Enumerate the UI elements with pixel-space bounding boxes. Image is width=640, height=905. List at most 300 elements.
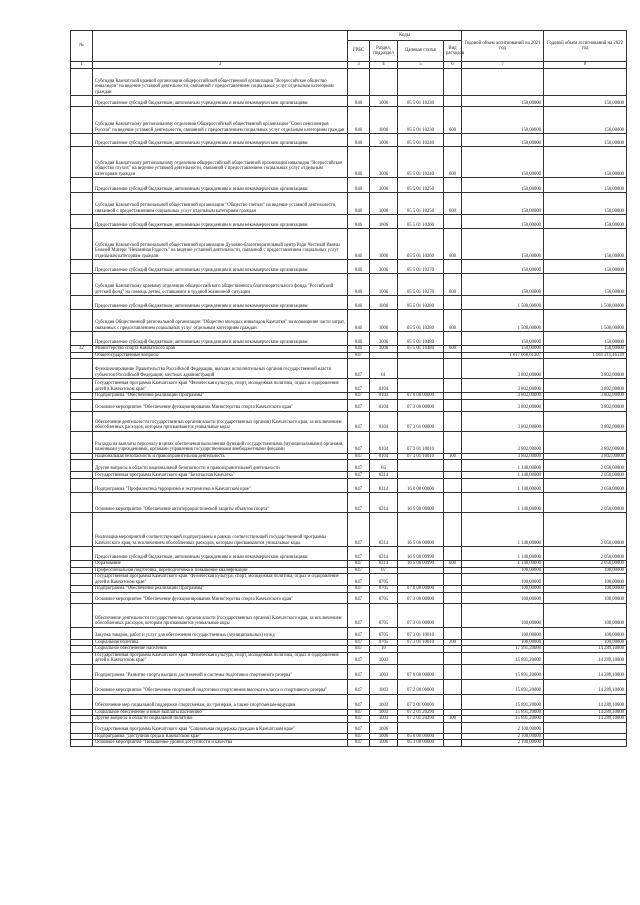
- target-article-code: 05 5 01 10230: [398, 96, 444, 107]
- table-row: [71, 722, 627, 733]
- razdel-code: 1003: [370, 709, 398, 716]
- col-number: 5: [398, 62, 444, 69]
- amount-2021: 1 140,00000: [462, 472, 544, 479]
- expense-type-code: 300: [444, 716, 462, 723]
- table-row: [71, 664, 627, 679]
- razdel-code: 0314: [370, 479, 398, 493]
- amount-2022: 150,00000: [544, 346, 627, 353]
- amount-2022: 3 802,00000: [544, 453, 627, 460]
- amount-2021: 150,00000: [462, 193, 544, 215]
- target-article-code: [398, 574, 444, 586]
- razdel-code: 1006: [370, 134, 398, 147]
- amount-2021: 3 802,00000: [462, 431, 544, 453]
- amount-2021: 100,00000: [462, 586, 544, 593]
- grbs-code: 847: [348, 359, 370, 379]
- row-description: Государственная программа Камчатского края "Физическая культура, спорт, молодежная политика, отдых и оздоровление детей в Камчатском крае": [93, 379, 348, 393]
- row-number: [71, 96, 93, 107]
- amount-2022: 14 289,10000: [544, 646, 627, 653]
- expense-type-code: [444, 260, 462, 274]
- target-article-code: 07 0 00 00000: [398, 586, 444, 593]
- expense-type-code: [444, 603, 462, 627]
- amount-2021: 2 100,00000: [462, 722, 544, 733]
- razdel-code: 1006: [370, 178, 398, 193]
- table-row: [71, 431, 627, 453]
- razdel-code: 0104: [370, 399, 398, 411]
- row-number: [71, 178, 93, 193]
- amount-2022: [544, 69, 627, 96]
- grbs-code: 847: [348, 716, 370, 723]
- amount-2021: 100,00000: [462, 592, 544, 603]
- razdel-code: 0314: [370, 493, 398, 513]
- row-number: [71, 107, 93, 134]
- amount-2022: [544, 740, 627, 747]
- row-number: [71, 574, 93, 586]
- row-description: Профессиональная подготовка, переподготовка и повышение квалификации: [93, 567, 348, 574]
- amount-2022: [544, 722, 627, 733]
- row-description: Образование: [93, 561, 348, 568]
- grbs-code: 846: [348, 215, 370, 229]
- table-row: [71, 574, 627, 586]
- razdel-code: 1006: [370, 260, 398, 274]
- amount-2021: 3 802,00000: [462, 359, 544, 379]
- amount-2021: 150,00000: [462, 215, 544, 229]
- row-number: [71, 147, 93, 178]
- razdel-code: 1003: [370, 652, 398, 664]
- row-number: [71, 134, 93, 147]
- razdel-code: 1006: [370, 346, 398, 353]
- row-description: Государственная программа Камчатского края "Физическая культура, спорт, молодежная политика, отдых и оздоровление детей в Камчатском крае": [93, 652, 348, 664]
- target-article-code: [398, 472, 444, 479]
- expense-type-code: [444, 694, 462, 709]
- col-number: 7: [462, 62, 544, 69]
- grbs-code: 847: [348, 646, 370, 653]
- amount-2021: 1 140,00000: [462, 547, 544, 561]
- expense-type-code: [444, 296, 462, 310]
- expense-type-code: [444, 592, 462, 603]
- amount-2022: 100,00000: [544, 592, 627, 603]
- grbs-code: 847: [348, 709, 370, 716]
- amount-2022: 100,00000: [544, 627, 627, 639]
- budget-sheet: [70, 30, 626, 747]
- row-description: Другие вопросы в области социальной политики: [93, 716, 348, 723]
- amount-2022: 3 802,00000: [544, 431, 627, 453]
- amount-2022: 150,00000: [544, 215, 627, 229]
- grbs-code: 847: [348, 453, 370, 460]
- grbs-code: 847: [348, 652, 370, 664]
- razdel-code: 03: [370, 460, 398, 472]
- table-row: [71, 107, 627, 134]
- expense-type-code: 100: [444, 453, 462, 460]
- amount-2021: 1 500,00000: [462, 296, 544, 310]
- amount-2022: 100,00000: [544, 574, 627, 586]
- expense-type-code: [444, 574, 462, 586]
- razdel-code: 0104: [370, 411, 398, 431]
- table-row: [71, 411, 627, 431]
- amount-2021: 150,00000: [462, 96, 544, 107]
- grbs-code: 846: [348, 346, 370, 353]
- amount-2021: 100,00000: [462, 567, 544, 574]
- row-number: [71, 547, 93, 561]
- amount-2021: 15 891,20000: [462, 694, 544, 709]
- expense-type-code: [444, 359, 462, 379]
- razdel-code: 1006: [370, 107, 398, 134]
- row-description: Основное мероприятие "Обеспечение спортивной подготовки спортсменов высокого класса и спортивного резерва": [93, 679, 348, 694]
- table-row: [71, 96, 627, 107]
- amount-2022: 2 050,00000: [544, 493, 627, 513]
- amount-2022: 100,00000: [544, 567, 627, 574]
- amount-2021: 1 140,00000: [462, 513, 544, 547]
- row-description: Подпрограмма "Обеспечение реализации Программы": [93, 586, 348, 593]
- row-number: [71, 379, 93, 393]
- target-article-code: 07 3 01 10010: [398, 639, 444, 646]
- row-number: [71, 740, 93, 747]
- amount-2022: 14 289,10000: [544, 652, 627, 664]
- row-description: Субсидия Камчатской региональной общественной организации "Общество слепых" на ведение уставной деятельности, связанной с предоставлением социальных услуг отдельным категориям граждан: [93, 193, 348, 215]
- row-number: [71, 664, 93, 679]
- amount-2021: 3 802,00000: [462, 379, 544, 393]
- col-csr-header: Целевая статья: [398, 41, 444, 62]
- grbs-code: 847: [348, 694, 370, 709]
- amount-2021: 15 891,20000: [462, 709, 544, 716]
- expense-type-code: [444, 513, 462, 547]
- expense-type-code: [444, 379, 462, 393]
- row-description: Подпрограмма "Развитие спорта высших достижений и системы подготовки спортивного резерва": [93, 664, 348, 679]
- razdel-code: 1003: [370, 664, 398, 679]
- col-grbs-header: ГРБС: [348, 41, 370, 62]
- grbs-code: 847: [348, 547, 370, 561]
- amount-2022: 1 041 211,46149: [544, 352, 627, 359]
- table-row: [71, 472, 627, 479]
- grbs-code: 847: [348, 411, 370, 431]
- amount-2022: 100,00000: [544, 586, 627, 593]
- target-article-code: 05 5 01 10250: [398, 178, 444, 193]
- amount-2022: 3 802,00000: [544, 399, 627, 411]
- table-row: [71, 652, 627, 664]
- amount-2022: 14 289,10000: [544, 716, 627, 723]
- grbs-code: 846: [348, 229, 370, 260]
- target-article-code: 07 0 00 00000: [398, 393, 444, 400]
- grbs-code: 846: [348, 178, 370, 193]
- amount-2021: 15 891,20000: [462, 716, 544, 723]
- row-number: [71, 603, 93, 627]
- amount-2021: 150,00000: [462, 332, 544, 346]
- row-number: [71, 274, 93, 296]
- amount-2021: 17 991,20000: [462, 646, 544, 653]
- grbs-code: 847: [348, 740, 370, 747]
- row-description: Субсидия Камчатскому краевому отделению общероссийского общественного благотворительного фонда "Российский детский фонд" на помощь детям, оставшимся в трудной жизненной ситуации: [93, 274, 348, 296]
- amount-2022: 2 050,00000: [544, 460, 627, 472]
- table-body: [71, 69, 627, 747]
- row-description: Основное мероприятие "Обеспечение функционирования Министерства спорта Камчатского края": [93, 592, 348, 603]
- row-number: [71, 493, 93, 513]
- amount-2021: 2 100,00000: [462, 733, 544, 740]
- razdel-code: 1003: [370, 679, 398, 694]
- razdel-code: 1003: [370, 694, 398, 709]
- grbs-code: 847: [348, 664, 370, 679]
- expense-type-code: [444, 134, 462, 147]
- target-article-code: 05 5 01 10250: [398, 193, 444, 215]
- razdel-code: 0104: [370, 379, 398, 393]
- expense-type-code: 200: [444, 639, 462, 646]
- row-description: Государственная программа Камчатского края "Безопасная Камчатка": [93, 472, 348, 479]
- row-description: Предоставление субсидий бюджетным, автономным учреждениям и иным некоммерческим организациям: [93, 296, 348, 310]
- col-razdel-header: Раздел, подраздел: [370, 41, 398, 62]
- amount-2022: 150,00000: [544, 229, 627, 260]
- expense-type-code: 600: [444, 193, 462, 215]
- expense-type-code: 600: [444, 310, 462, 332]
- grbs-code: 846: [348, 274, 370, 296]
- row-description: Предоставление субсидий бюджетным, автономным учреждениям и иным некоммерческим организациям: [93, 134, 348, 147]
- amount-2021: 100,00000: [462, 574, 544, 586]
- target-article-code: 16 0 00 00000: [398, 479, 444, 493]
- amount-2021: 3 802,00000: [462, 393, 544, 400]
- row-description: Основное мероприятие "Обеспечение функционирования Министерства спорта Камчатского края": [93, 399, 348, 411]
- table-row: [71, 679, 627, 694]
- razdel-code: 0705: [370, 603, 398, 627]
- target-article-code: 07 2 01 20290: [398, 709, 444, 716]
- expense-type-code: 600: [444, 147, 462, 178]
- table-row: [71, 547, 627, 561]
- col-number: 2: [93, 62, 348, 69]
- row-description: Социальное обеспечение населения: [93, 646, 348, 653]
- row-number: [71, 215, 93, 229]
- col-2022-header: Годовой объем ассигнований на 2022 год: [544, 31, 627, 62]
- row-number: [71, 592, 93, 603]
- row-number: [71, 479, 93, 493]
- target-article-code: 05 3 00 00000: [398, 740, 444, 747]
- razdel-code: 1006: [370, 740, 398, 747]
- row-description: Предоставление субсидий бюджетным, автономным учреждениям и иным некоммерческим организациям: [93, 260, 348, 274]
- grbs-code: 847: [348, 627, 370, 639]
- expense-type-code: [444, 96, 462, 107]
- codes-header: Коды: [348, 31, 462, 41]
- grbs-code: 847: [348, 639, 370, 646]
- expense-type-code: [444, 722, 462, 733]
- amount-2022: 2 050,00000: [544, 479, 627, 493]
- target-article-code: 05 5 01 10240: [398, 147, 444, 178]
- table-row: [71, 513, 627, 547]
- col-number: 6: [444, 62, 462, 69]
- expense-type-code: [444, 627, 462, 639]
- table-row: [71, 592, 627, 603]
- target-article-code: 05 5 01 10260: [398, 229, 444, 260]
- table-row: [71, 147, 627, 178]
- razdel-code: 1006: [370, 332, 398, 346]
- amount-2021: 150,00000: [462, 346, 544, 353]
- row-number: [71, 332, 93, 346]
- razdel-code: 1006: [370, 296, 398, 310]
- col-name-header: [93, 31, 348, 62]
- row-description: Государственная программа Камчатского края "Физическая культура, спорт, молодежная политика, отдых и оздоровление детей в Камчатском крае": [93, 574, 348, 586]
- row-description: Подпрограмма "Доступная среда в Камчатском крае": [93, 733, 348, 740]
- razdel-code: 01: [370, 359, 398, 379]
- row-number: [71, 193, 93, 215]
- target-article-code: [398, 652, 444, 664]
- grbs-code: 846: [348, 193, 370, 215]
- row-number: [71, 722, 93, 733]
- target-article-code: 07 2 00 00000: [398, 679, 444, 694]
- razdel-code: 1003: [370, 716, 398, 723]
- grbs-code: 847: [348, 493, 370, 513]
- razdel-code: 1006: [370, 733, 398, 740]
- row-description: Предоставление субсидий бюджетным, автономным учреждениям и иным некоммерческим организациям: [93, 332, 348, 346]
- amount-2021: 150,00000: [462, 134, 544, 147]
- razdel-code: 0705: [370, 586, 398, 593]
- amount-2021: 150,00000: [462, 229, 544, 260]
- amount-2021: 150,00000: [462, 178, 544, 193]
- row-description: Субсидия Камчатской краевой организации общероссийской общественной организации "Всероссийское общество инвалидов" на ведение уставной деятельности, связанной с предоставлением социальных услуг отдельным категориям граждан: [93, 69, 348, 96]
- table-row: [71, 359, 627, 379]
- grbs-code: [348, 69, 370, 96]
- row-description: Основное мероприятие "Обеспечение антитеррористической защиты объектов спорта": [93, 493, 348, 513]
- row-number: [71, 411, 93, 431]
- budget-table: [70, 30, 627, 747]
- amount-2021: 15 891,20000: [462, 652, 544, 664]
- amount-2022: 3 802,00000: [544, 411, 627, 431]
- row-description: Субсидия Общественной региональной организации "Общество молодых инвалидов Камчатки" на возмещение части затрат, связанных с предоставлением социальных услуг отдельным категориям граждан: [93, 310, 348, 332]
- grbs-code: 847: [348, 561, 370, 568]
- amount-2021: 15 891,20000: [462, 679, 544, 694]
- row-description: Подпрограмма "Обеспечение реализации Программы": [93, 393, 348, 400]
- target-article-code: 05 5 01 10270: [398, 260, 444, 274]
- expense-type-code: [444, 178, 462, 193]
- amount-2021: 2 100,00000: [462, 740, 544, 747]
- grbs-code: 846: [348, 296, 370, 310]
- razdel-code: 0104: [370, 431, 398, 453]
- amount-2022: 14 289,10000: [544, 664, 627, 679]
- razdel-code: 0314: [370, 561, 398, 568]
- target-article-code: [398, 460, 444, 472]
- row-number: [71, 310, 93, 332]
- razdel-code: 0705: [370, 639, 398, 646]
- grbs-code: 847: [348, 733, 370, 740]
- amount-2022: 150,00000: [544, 147, 627, 178]
- razdel-code: 0314: [370, 472, 398, 479]
- razdel-code: [370, 69, 398, 96]
- expense-type-code: 600: [444, 107, 462, 134]
- target-article-code: [398, 379, 444, 393]
- amount-2022: 2 050,00000: [544, 561, 627, 568]
- grbs-code: 847: [348, 352, 370, 359]
- grbs-code: 847: [348, 603, 370, 627]
- expense-type-code: [444, 652, 462, 664]
- razdel-code: 1006: [370, 96, 398, 107]
- table-row: [71, 379, 627, 393]
- col-2021-header: Годовой объем ассигнований на 2021 год: [462, 31, 544, 62]
- target-article-code: 05 5 01 10230: [398, 107, 444, 134]
- row-number: [71, 627, 93, 639]
- grbs-code: 847: [348, 472, 370, 479]
- col-number: 1: [71, 62, 93, 69]
- amount-2021: 1 140,00000: [462, 479, 544, 493]
- row-description: Другие вопросы в области национальной безопасности и правоохранительной деятельности: [93, 460, 348, 472]
- amount-2021: 150,00000: [462, 260, 544, 274]
- amount-2021: 1 017 068,61307: [462, 352, 544, 359]
- expense-type-code: [444, 479, 462, 493]
- target-article-code: 16 5 06 09990: [398, 547, 444, 561]
- razdel-code: 1006: [370, 215, 398, 229]
- target-article-code: 05 5 01 10270: [398, 274, 444, 296]
- row-description: Национальная безопасность и правоохранительная деятельность: [93, 453, 348, 460]
- expense-type-code: 600: [444, 346, 462, 353]
- row-description: Субсидия Камчатской региональной общественной организации Духовно-благотворительный центр Ради Честный Иконы Божией Матери "Нечаянная Радость" на ведение уставной деятельности, связанной с предоставлением социальных услуг отдельным категориям граждан: [93, 229, 348, 260]
- row-description: Основное мероприятие "Повышение уровня доступности и качества: [93, 740, 348, 747]
- grbs-code: 846: [348, 332, 370, 346]
- table-row: [71, 603, 627, 627]
- row-number: [71, 652, 93, 664]
- amount-2021: 150,00000: [462, 274, 544, 296]
- amount-2021: 1 140,00000: [462, 460, 544, 472]
- column-numbers-row: [71, 62, 627, 69]
- razdel-code: 1006: [370, 722, 398, 733]
- grbs-code: 846: [348, 147, 370, 178]
- amount-2022: 150,00000: [544, 274, 627, 296]
- target-article-code: 07 2 01 20290: [398, 716, 444, 723]
- target-article-code: 05 5 01 10240: [398, 134, 444, 147]
- row-description: Подпрограмма "Профилактика терроризма и экстремизма в Камчатском крае": [93, 479, 348, 493]
- row-description: Предоставление субсидий бюджетным, автономным учреждениям и иным некоммерческим организациям: [93, 96, 348, 107]
- grbs-code: 846: [348, 260, 370, 274]
- row-number: [71, 513, 93, 547]
- row-description: Министерство спорта Камчатского края: [93, 346, 348, 353]
- table-row: [71, 694, 627, 709]
- target-article-code: 07 3 00 00000: [398, 399, 444, 411]
- row-description: Социальная политика: [93, 639, 348, 646]
- amount-2021: [462, 69, 544, 96]
- row-number: 32: [71, 346, 93, 353]
- grbs-code: 846: [348, 310, 370, 332]
- target-article-code: 05 5 01 10280: [398, 296, 444, 310]
- razdel-code: 0314: [370, 547, 398, 561]
- target-article-code: 07 3 00 00000: [398, 592, 444, 603]
- amount-2021: 100,00000: [462, 639, 544, 646]
- target-article-code: [398, 69, 444, 96]
- target-article-code: 16 5 00 00000: [398, 493, 444, 513]
- table-row: [71, 274, 627, 296]
- col-number: 8: [544, 62, 627, 69]
- target-article-code: 07 0 00 00000: [398, 664, 444, 679]
- expense-type-code: [444, 547, 462, 561]
- expense-type-code: [444, 460, 462, 472]
- grbs-code: 847: [348, 393, 370, 400]
- grbs-code: 847: [348, 574, 370, 586]
- expense-type-code: [444, 69, 462, 96]
- table-row: [71, 310, 627, 332]
- razdel-code: 0104: [370, 393, 398, 400]
- expense-type-code: [444, 215, 462, 229]
- expense-type-code: [444, 740, 462, 747]
- expense-type-code: [444, 679, 462, 694]
- table-row: [71, 296, 627, 310]
- amount-2022: 100,00000: [544, 639, 627, 646]
- amount-2021: 150,00000: [462, 147, 544, 178]
- target-article-code: 05 0 00 00000: [398, 733, 444, 740]
- grbs-code: 846: [348, 107, 370, 134]
- table-row: [71, 399, 627, 411]
- table-row: [71, 460, 627, 472]
- row-description: Государственная программа Камчатского края "Социальная поддержка граждан в Камчатском крае": [93, 722, 348, 733]
- row-description: Закупка товаров, работ и услуг для обеспечения государственных (муниципальных) нужд: [93, 627, 348, 639]
- row-description: Общегосударственные вопросы: [93, 352, 348, 359]
- razdel-code: 1006: [370, 229, 398, 260]
- amount-2022: 100,00000: [544, 603, 627, 627]
- razdel-code: 07: [370, 567, 398, 574]
- razdel-code: 1006: [370, 310, 398, 332]
- amount-2021: 15 891,20000: [462, 664, 544, 679]
- row-number: [71, 69, 93, 96]
- expense-type-code: [444, 431, 462, 453]
- col-number: 3: [348, 62, 370, 69]
